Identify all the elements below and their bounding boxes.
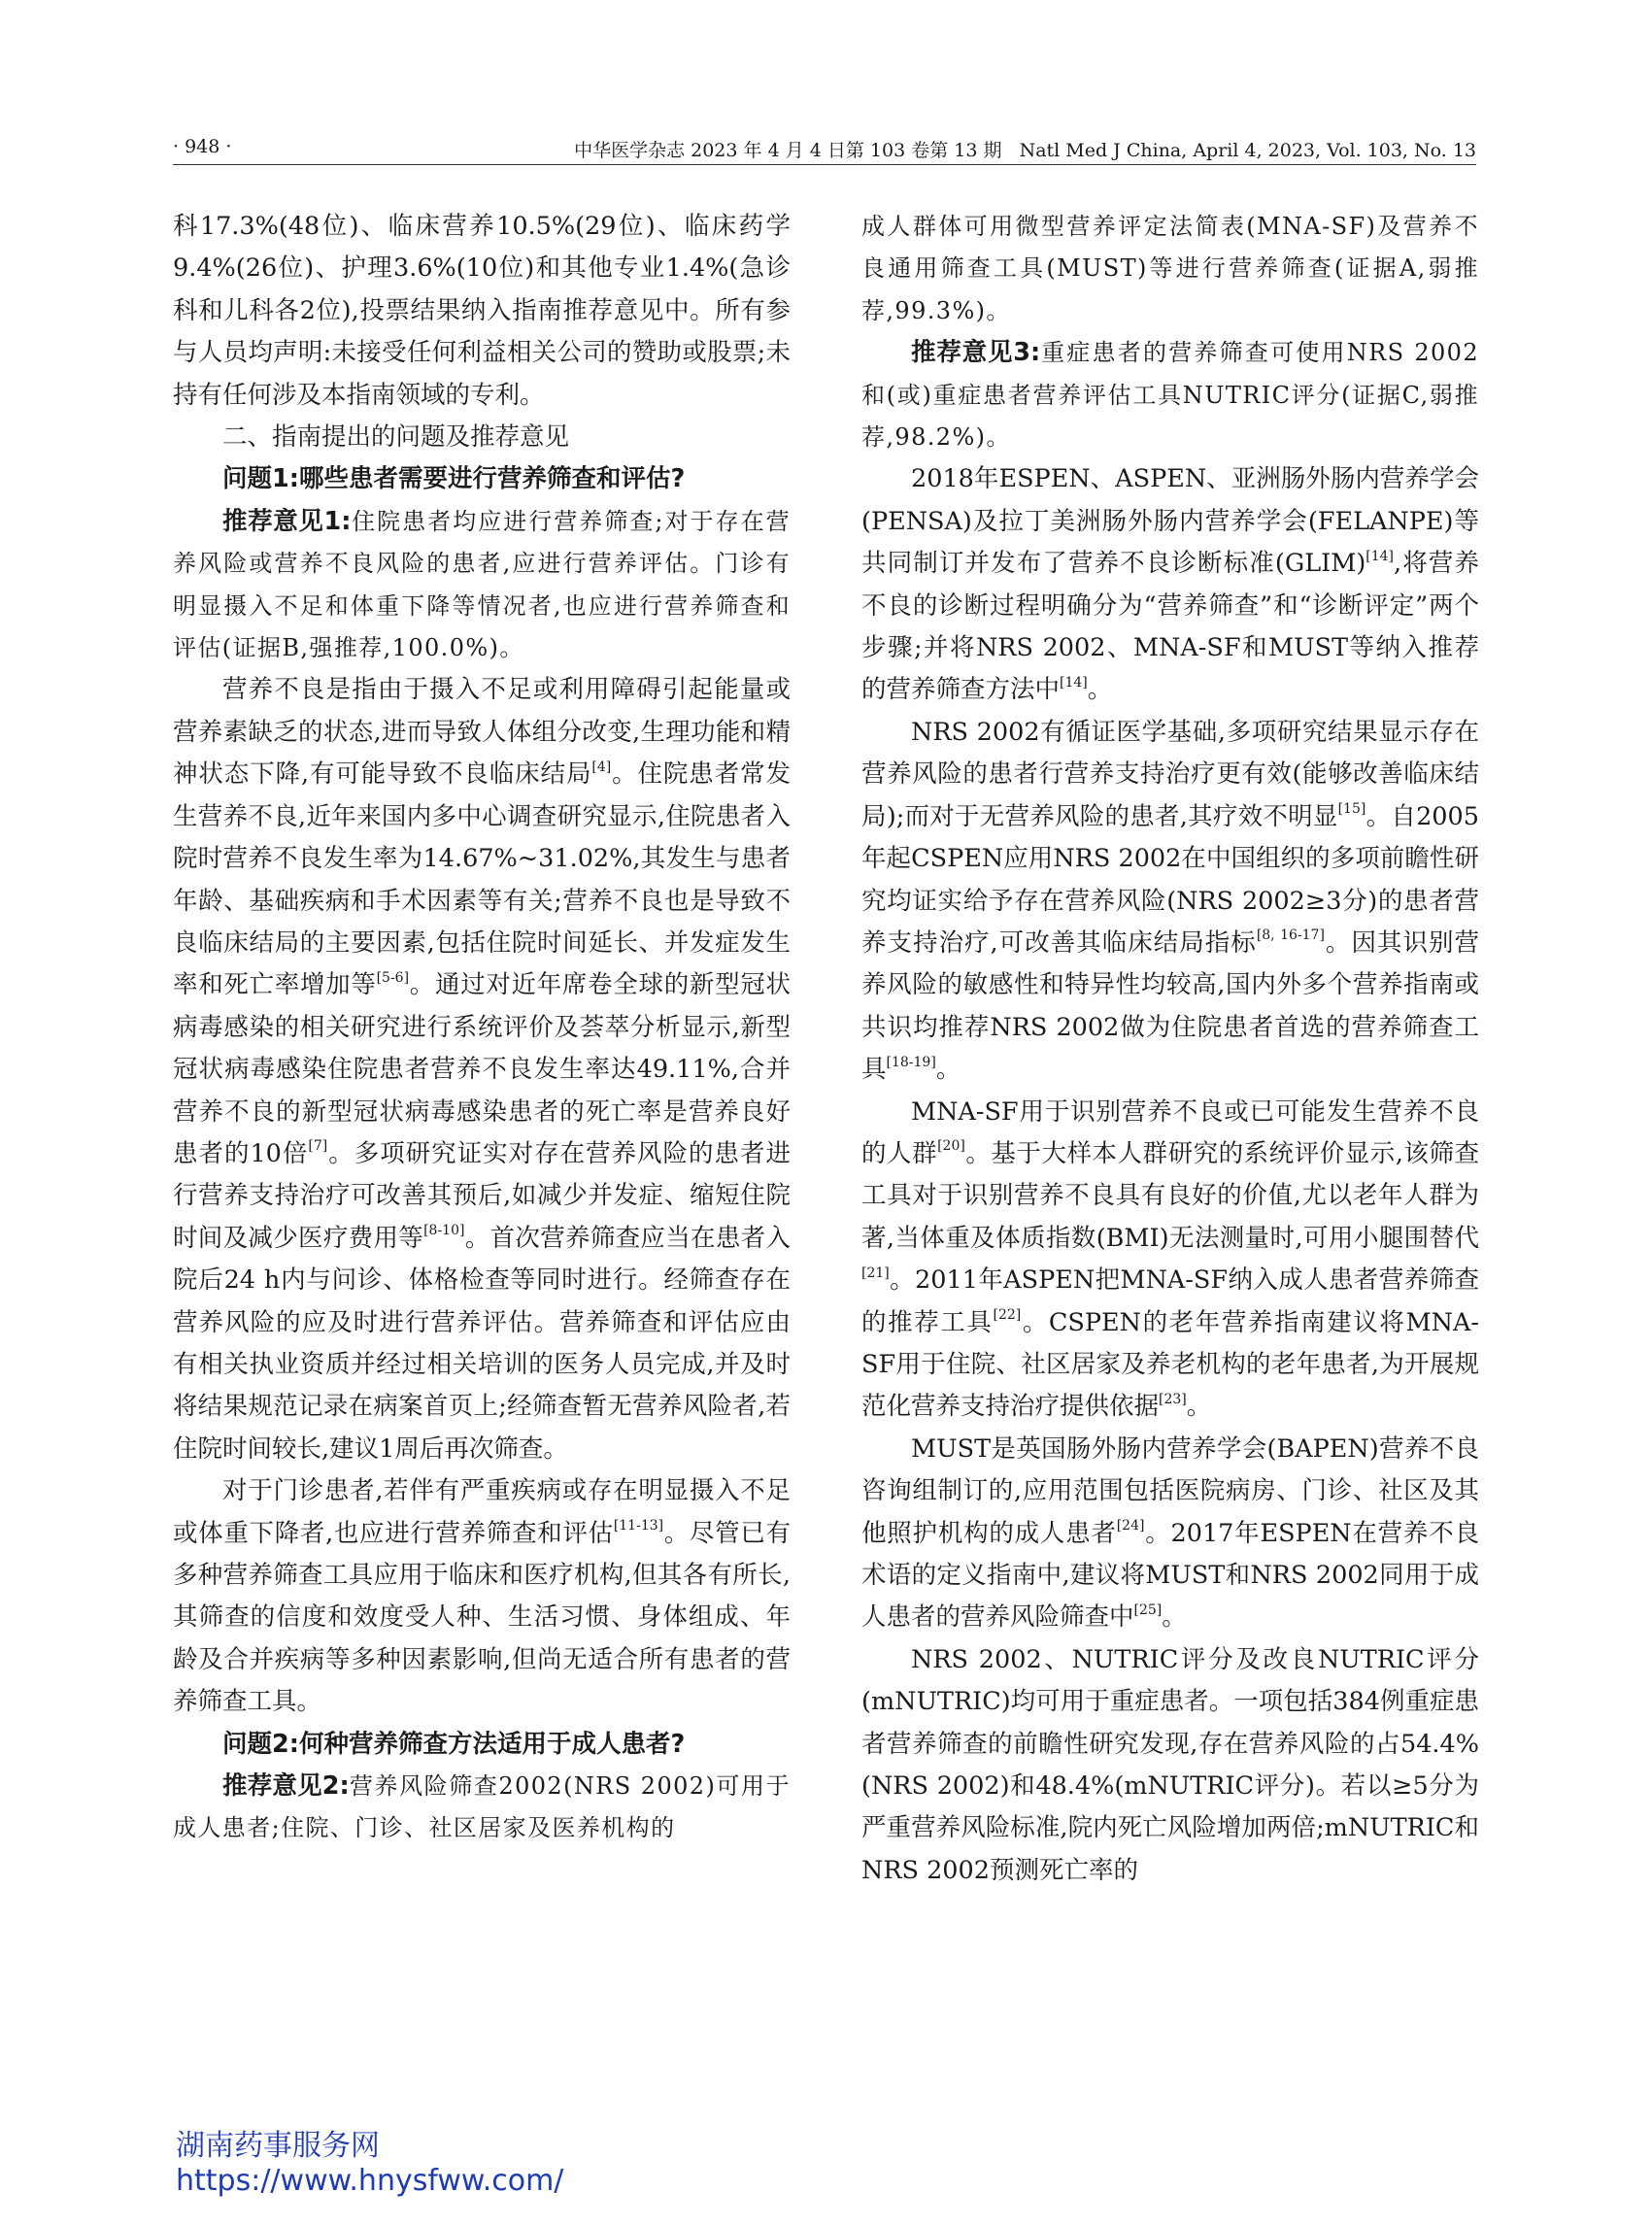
- right-column: [861, 206, 1479, 1892]
- running-header: [173, 132, 1476, 165]
- recommendation-text: 重症患者的营养筛查可使用NRS 2002和(或)重症患者营养评估工具NUTRIC评分(证据C,弱推荐,98.2%)。: [861, 339, 1480, 452]
- paragraph: 2018年ESPEN、ASPEN、亚洲肠外肠内营养学会(PENSA)及拉丁美洲肠外肠内营养学会(FELANPE)等共同制订并发布了营养不良诊断标准(GLIM)[14],将营养不良的诊断过程明确分为“营养筛查”和“诊断评定”两个步骤;并将NRS 2002、MNA-SF和MUST等纳入推荐的营养筛查方法中[14]。: [861, 464, 1479, 705]
- paragraph: NRS 2002、NUTRIC评分及改良NUTRIC评分(mNUTRIC)均可用于重症患者。一项包括384例重症患者营养筛查的前瞻性研究发现,存在营养风险的占54.4%(NRS 2002)和48.4%(mNUTRIC评分)。若以≥5分为严重营养风险标准,院内死亡风险增加两倍;mNUTRIC和NRS 2002预测死亡率的: [861, 1644, 1479, 1885]
- paragraph: 营养不良是指由于摄入不足或利用障碍引起能量或营养素缺乏的状态,进而导致人体组分改变,生理功能和精神状态下降,有可能导致不良临床结局[4]。住院患者常发生营养不良,近年来国内多中心调查研究显示,住院患者入院时营养不良发生率为14.67%~31.02%,其发生与患者年龄、基础疾病和手术因素等有关;营养不良也是导致不良临床结局的主要因素,包括住院时间延长、并发症发生率和死亡率增加等[5-6]。通过对近年席卷全球的新型冠状病毒感染的相关研究进行系统评价及荟萃分析显示,新型冠状病毒感染住院患者营养不良发生率达49.11%,合并营养不良的新型冠状病毒感染患者的死亡率是营养良好患者的10倍[7]。多项研究证实对存在营养风险的患者进行营养支持治疗可改善其预后,如减少并发症、缩短住院时间及减少医疗费用等[8-10]。首次营养筛查应当在患者入院后24 h内与问诊、体格检查等同时进行。经筛查存在营养风险的应及时进行营养评估。营养筛查和评估应由有相关执业资质并经过相关培训的医务人员完成,并及时将结果规范记录在病案首页上;经筛查暂无营养风险者,若住院时间较长,建议1周后再次筛查。: [173, 675, 791, 1464]
- page-number: · 948 ·: [173, 136, 232, 157]
- journal-citation: 中华医学杂志 2023 年 4 月 4 日第 103 卷第 13 期 Natl Med J China, April 4, 2023, Vol. 103, No. 13: [574, 140, 1476, 161]
- recommendation-1: [173, 501, 791, 670]
- citation-ref: [20]: [937, 1138, 965, 1155]
- question-2-heading: 问题2:何种营养筛查方法适用于成人患者?: [222, 1729, 686, 1759]
- citation-ref: [11-13]: [613, 1518, 664, 1534]
- recommendation-text: 营养风险筛查2002(NRS 2002)可用于成人患者;住院、门诊、社区居家及医养机构的: [173, 1772, 791, 1842]
- citation-ref: [8, 16-17]: [1256, 927, 1325, 944]
- citation-ref: [21]: [861, 1264, 890, 1281]
- citation-ref: [14]: [1365, 548, 1395, 564]
- watermark: [176, 2129, 563, 2199]
- paragraph: NRS 2002有循证医学基础,多项研究结果显示存在营养风险的患者行营养支持治疗更有效(能够改善临床结局);而对于无营养风险的患者,其疗效不明显[15]。自2005年起CSPEN应用NRS 2002在中国组织的多项前瞻性研究均证实给予存在营养风险(NRS 2002≥3分)的患者营养支持治疗,可改善其临床结局指标[8, 16-17]。因其识别营养风险的敏感性和特异性均较高,国内外多个营养指南或共识均推荐NRS 2002做为住院患者首选的营养筛查工具[18-19]。: [861, 717, 1479, 1085]
- citation-ref: [24]: [1116, 1518, 1145, 1534]
- recommendation-2: [173, 1766, 791, 1850]
- citation-ref: [5-6]: [376, 969, 410, 986]
- citation-ref: [4]: [591, 759, 612, 775]
- citation-ref: [25]: [1133, 1601, 1163, 1618]
- citation-ref: [7]: [308, 1138, 328, 1155]
- recommendation-label: 推荐意见3:: [911, 338, 1041, 368]
- citation-ref: [15]: [1337, 801, 1366, 818]
- citation-ref: [23]: [1159, 1391, 1187, 1407]
- citation-ref: [14]: [1060, 674, 1088, 691]
- question-1-heading: 问题1:哪些患者需要进行营养筛查和评估?: [222, 464, 686, 494]
- watermark-name: 湖南药事服务网: [176, 2129, 380, 2163]
- recommendation-label: 推荐意见1:: [222, 506, 352, 536]
- paragraph: 对于门诊患者,若伴有严重疾病或存在明显摄入不足或体重下降者,也应进行营养筛查和评估[11-13]。尽管已有多种营养筛查工具应用于临床和医疗机构,但其各有所长,其筛查的信度和效度受人种、生活习惯、身体组成、年龄及合并疾病等多种因素影响,但尚无适合所有患者的营养筛查工具。: [173, 1476, 791, 1717]
- section-heading: 二、指南提出的问题及推荐意见: [222, 422, 570, 453]
- citation-ref: [18-19]: [886, 1054, 936, 1070]
- recommendation-label: 推荐意见2:: [222, 1771, 350, 1802]
- paragraph: 科17.3%(48位)、临床营养10.5%(29位)、临床药学9.4%(26位)、护理3.6%(10位)和其他专业1.4%(急诊科和儿科各2位),投票结果纳入指南推荐意见中。所有参与人员均声明:未接受任何利益相关公司的赞助或股票;未持有任何涉及本指南领域的专利。: [173, 212, 791, 410]
- paragraph: MNA-SF用于识别营养不良或已可能发生营养不良的人群[20]。基于大样本人群研究的系统评价显示,该筛查工具对于识别营养不良具有良好的价值,尤以老年人群为著,当体重及体质指数(BMI)无法测量时,可用小腿围替代[21]。2011年ASPEN把MNA-SF纳入成人患者营养筛查的推荐工具[22]。CSPEN的老年营养指南建议将MNA-SF用于住院、社区居家及养老机构的老年患者,为开展规范化营养支持治疗提供依据[23]。: [861, 1096, 1479, 1422]
- paragraph: MUST是英国肠外肠内营养学会(BAPEN)营养不良咨询组制订的,应用范围包括医院病房、门诊、社区及其他照护机构的成人患者[24]。2017年ESPEN在营养不良术语的定义指南中,建议将MUST和NRS 2002同用于成人患者的营养风险筛查中[25]。: [861, 1433, 1479, 1633]
- left-column: [173, 206, 791, 1850]
- citation-ref: [8-10]: [423, 1223, 465, 1239]
- recommendation-2-continued: 成人群体可用微型营养评定法简表(MNA-SF)及营养不良通用筛查工具(MUST)等进行营养筛查(证据A,弱推荐,99.3%)。: [861, 213, 1479, 324]
- recommendation-text: 住院患者均应进行营养筛查;对于存在营养风险或营养不良风险的患者,应进行营养评估。门诊有明显摄入不足和体重下降等情况者,也应进行营养筛查和评估(证据B,强推荐,100.0%)。: [173, 507, 791, 662]
- recommendation-3: [861, 332, 1479, 458]
- citation-ref: [22]: [993, 1307, 1022, 1324]
- header-rule: [173, 164, 1476, 165]
- watermark-url[interactable]: https://www.hnysfww.com/: [176, 2164, 564, 2198]
